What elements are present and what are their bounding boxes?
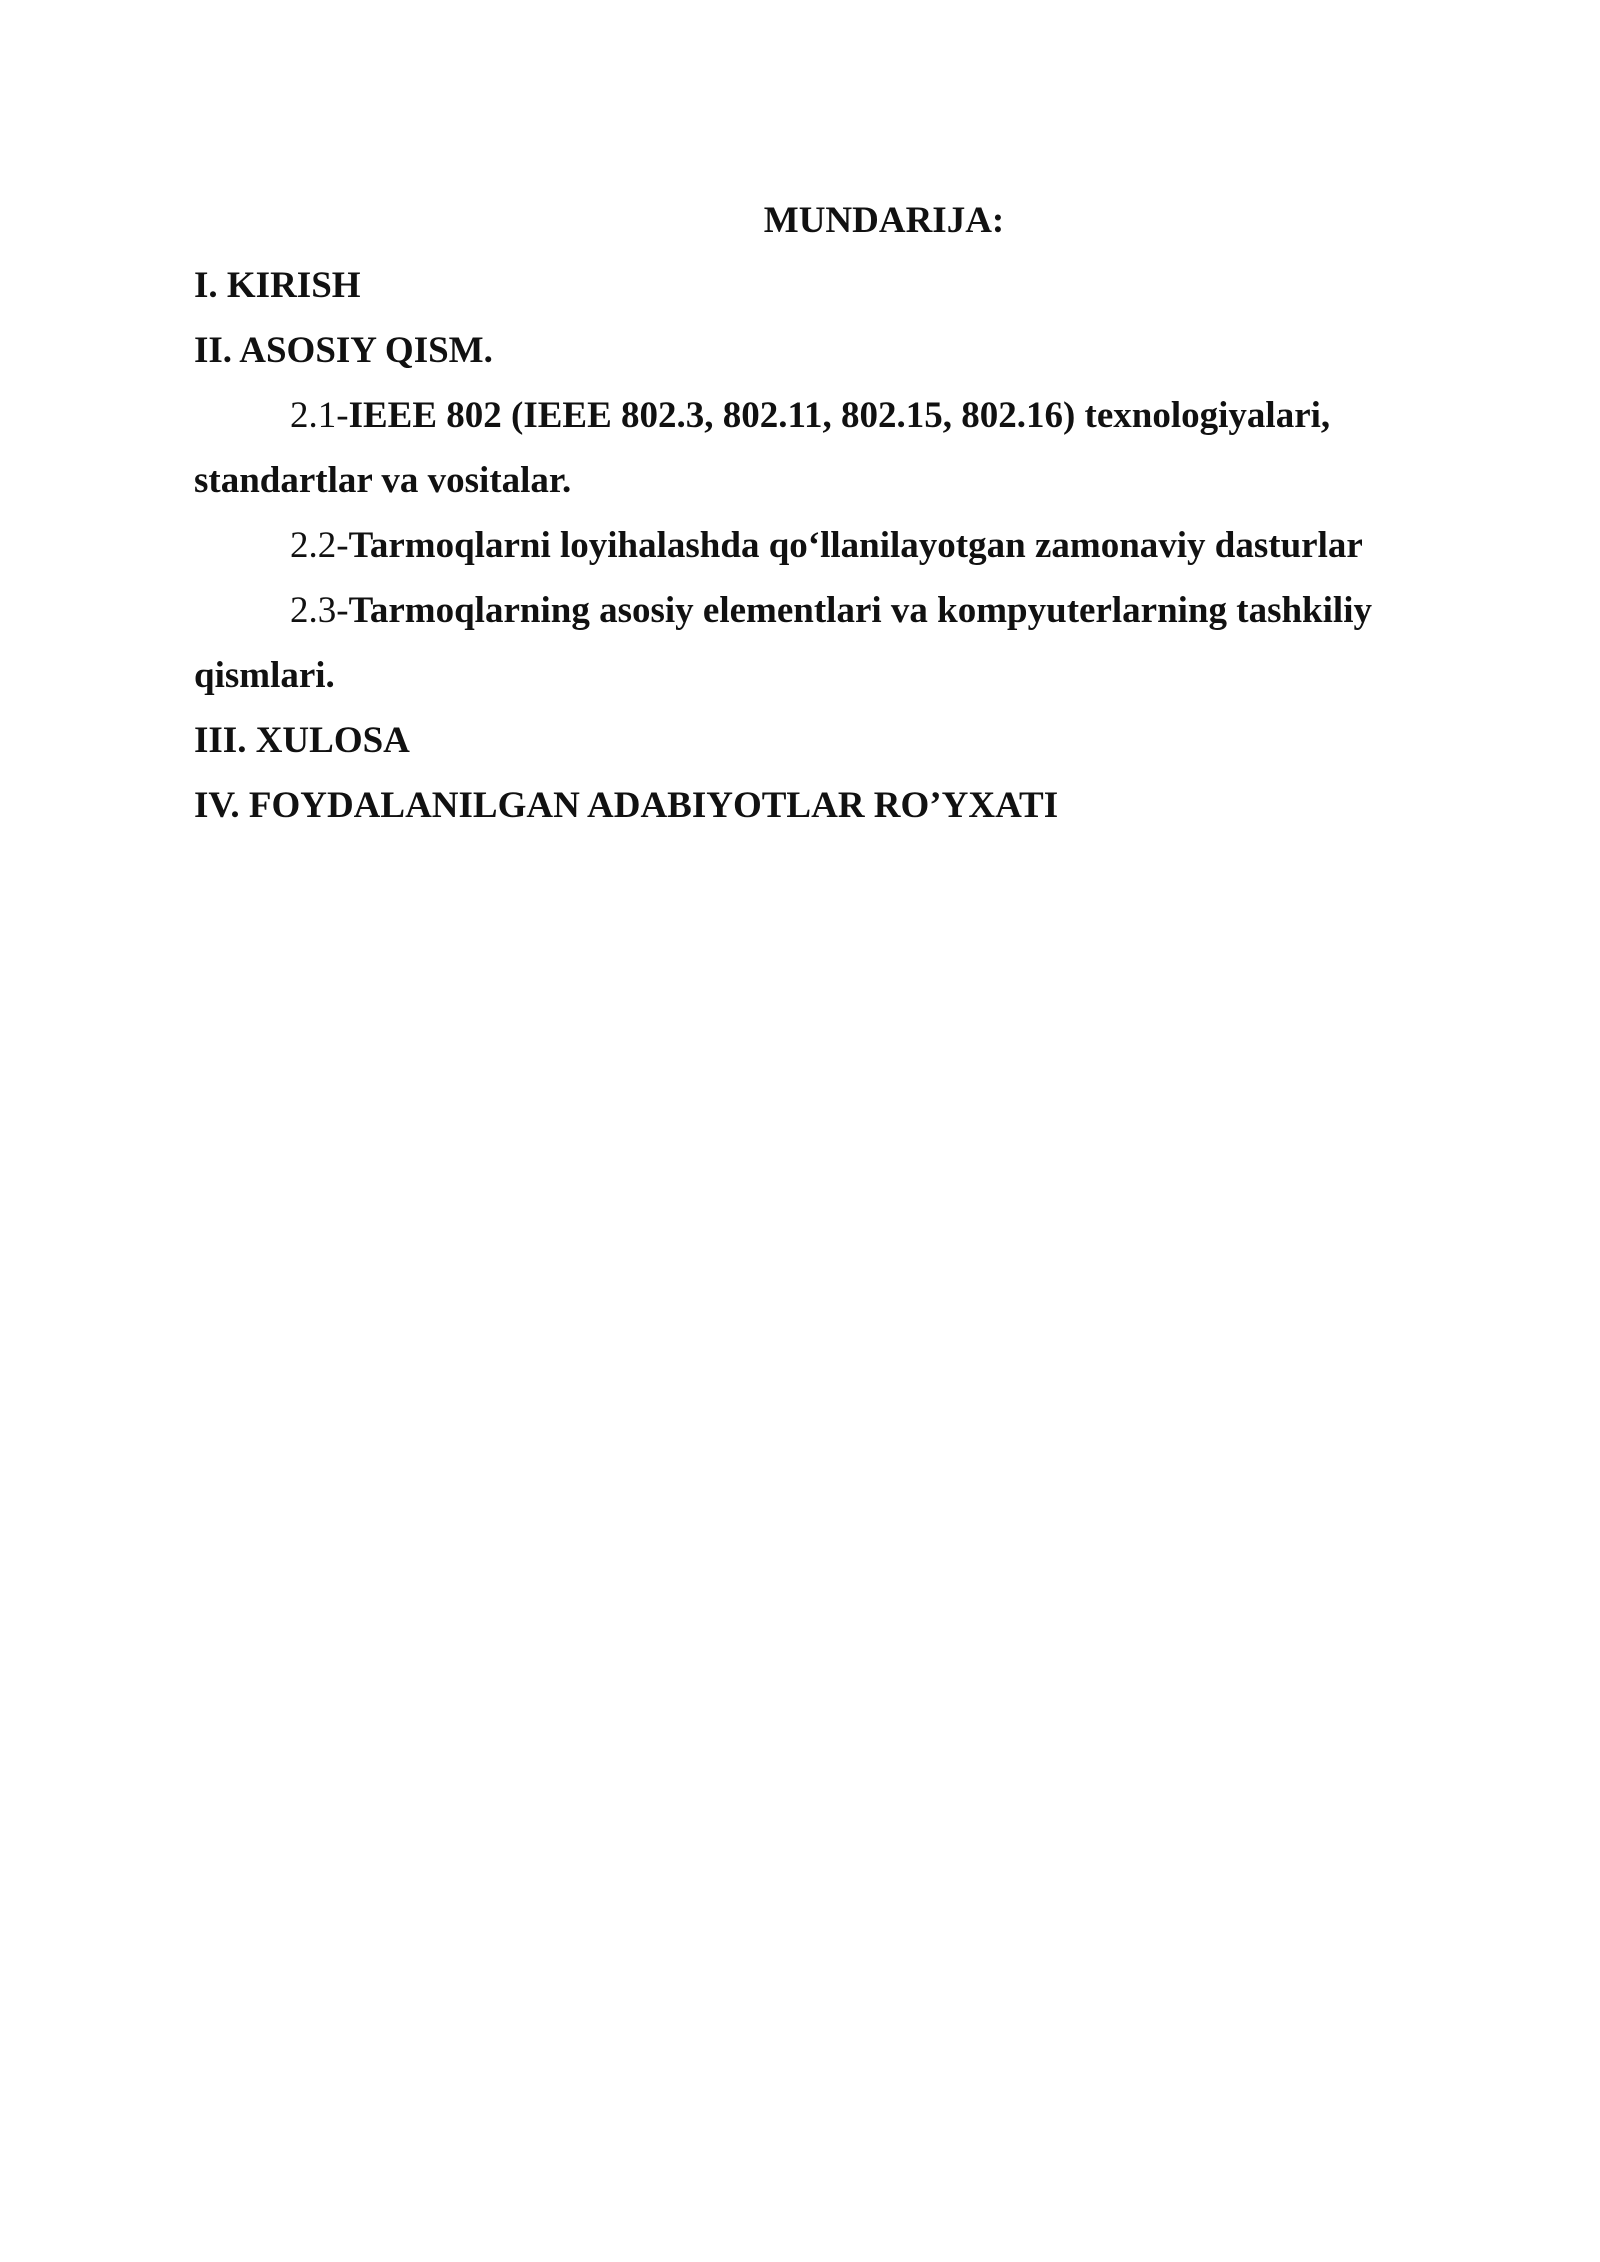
toc-subitem-number: 2.3- bbox=[290, 590, 349, 631]
toc-item-xulosa: III. XULOSA bbox=[194, 720, 410, 761]
table-of-contents bbox=[194, 188, 1414, 838]
toc-title: MUNDARIJA: bbox=[763, 200, 1005, 241]
toc-subitem-2-2 bbox=[194, 513, 1414, 578]
toc-subitem-2-3 bbox=[194, 578, 1414, 643]
toc-item-kirish: I. KIRISH bbox=[194, 265, 361, 306]
toc-item-adabiyotlar: IV. FOYDALANILGAN ADABIYOTLAR RO’YXATI bbox=[194, 785, 1059, 826]
toc-item-asosiy-qism: II. ASOSIY QISM. bbox=[194, 330, 493, 371]
toc-subitem-title: Tarmoqlarni loyihalashda qo‘llanilayotgan zamonaviy dasturlar bbox=[348, 525, 1363, 566]
toc-subitem-2-1 bbox=[194, 383, 1414, 448]
toc-subitem-number: 2.2- bbox=[290, 525, 349, 566]
toc-subitem-number: 2.1- bbox=[290, 395, 349, 436]
toc-subitem-title: IEEE 802 (IEEE 802.3, 802.11, 802.15, 802.16) texnologiyalari, bbox=[348, 395, 1331, 436]
toc-subitem-2-1-continuation: standartlar va vositalar. bbox=[194, 460, 572, 501]
toc-subitem-title: Tarmoqlarning asosiy elementlari va kompyuterlarning tashkiliy bbox=[348, 590, 1372, 631]
toc-subitem-2-3-continuation: qismlari. bbox=[194, 655, 335, 696]
